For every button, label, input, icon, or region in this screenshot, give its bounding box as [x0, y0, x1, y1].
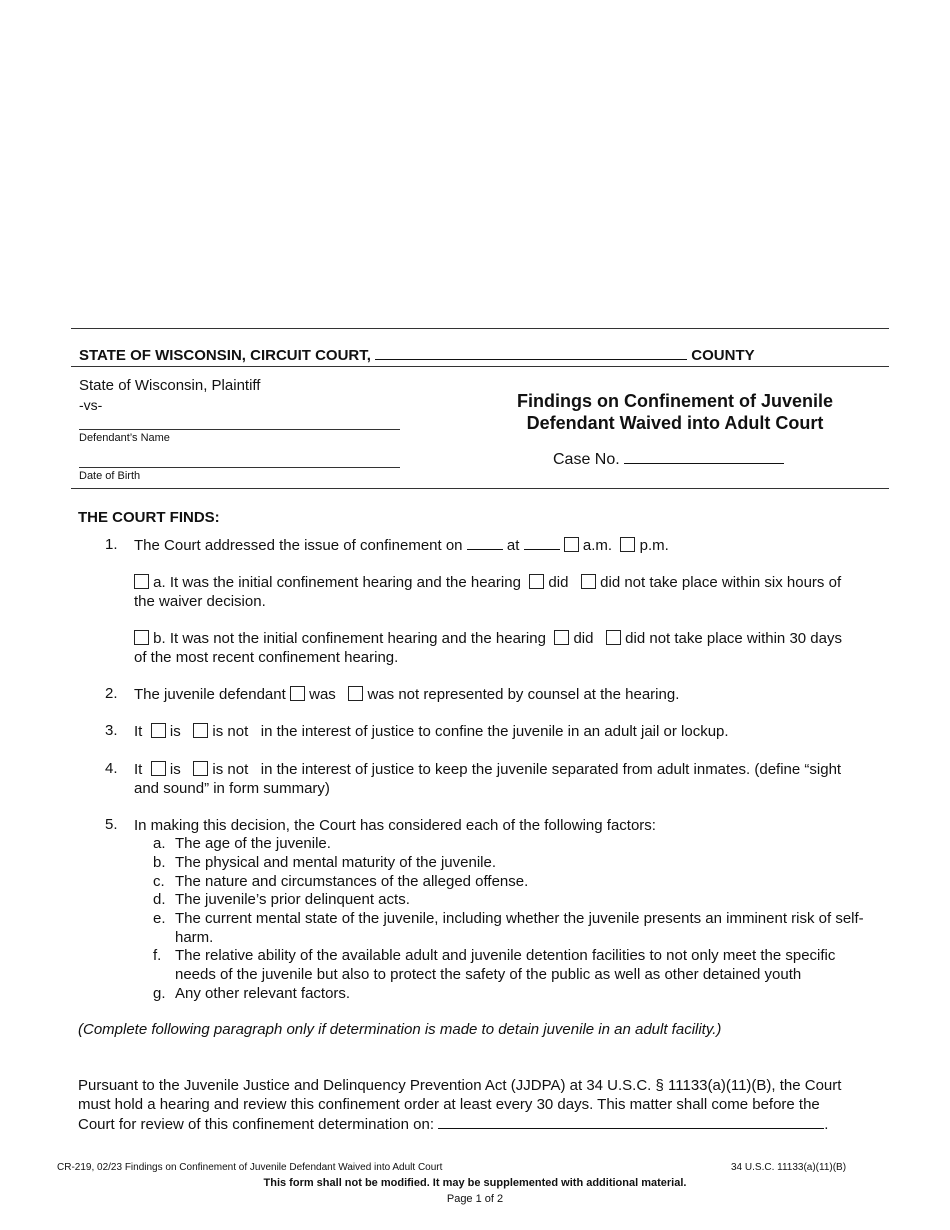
factor-item	[153, 890, 863, 909]
item5-text: In making this decision, the Court has considered each of the following factors:	[134, 817, 656, 834]
item2-number: 2.	[105, 685, 118, 702]
item3-is-not-label: is not	[212, 723, 249, 740]
factor-item	[153, 909, 864, 946]
defendant-name-label: Defendant’s Name	[79, 432, 170, 444]
factor-item	[153, 984, 863, 1003]
factor-item	[153, 834, 863, 853]
factor-letter: e.	[153, 910, 166, 927]
item1b-text: b. It was not the initial confinement hearing and the hearing	[153, 630, 546, 647]
factor-letter: c.	[153, 873, 165, 890]
confinement-time-field[interactable]	[524, 536, 560, 550]
pursuant-line2: must hold a hearing and review this confinement order at least every 30 days. This matter shall come before the	[78, 1096, 820, 1113]
item4-it: It	[134, 761, 143, 778]
form-title-line2: Defendant Waived into Adult Court	[526, 413, 824, 433]
footer-page: Page 1 of 2	[446, 1193, 504, 1205]
item3-is-label: is	[169, 723, 181, 740]
item1a	[134, 573, 879, 611]
factor-text: The nature and circumstances of the alleged offense.	[175, 873, 529, 890]
vs-label: -vs-	[79, 397, 103, 413]
item1	[134, 536, 879, 555]
factor-item	[153, 853, 863, 872]
am-checkbox[interactable]	[564, 537, 579, 552]
court-finds-heading: THE COURT FINDS:	[78, 509, 220, 526]
item4-is-not-label: is not	[212, 761, 249, 778]
caption-bottom-rule	[71, 488, 889, 489]
factor-text: The relative ability of the available adult and juvenile detention facilities to not only meet the specific needs of the juvenile but also to protect the safety of the public as well as other detained youth	[175, 947, 836, 983]
item5-number: 5.	[105, 816, 118, 833]
item2	[134, 685, 879, 704]
item3-it: It	[134, 723, 143, 740]
was-checkbox[interactable]	[290, 686, 305, 701]
item4-is-label: is	[169, 761, 181, 778]
item1-at: at	[506, 537, 520, 554]
case-no-field[interactable]	[624, 448, 784, 464]
was-label: was	[309, 686, 336, 703]
item1b-did-not-label: did not take place within 30 days	[625, 630, 842, 647]
item3-number: 3.	[105, 722, 118, 739]
factor-text: Any other relevant factors.	[175, 985, 351, 1002]
item1-number: 1.	[105, 536, 118, 553]
county-field[interactable]	[375, 345, 687, 360]
plaintiff: State of Wisconsin, Plaintiff	[79, 377, 261, 394]
item1a-did-not-checkbox[interactable]	[581, 574, 596, 589]
factor-letter: d.	[153, 891, 166, 908]
factor-letter: a.	[153, 835, 166, 852]
factor-text: The physical and mental maturity of the juvenile.	[175, 854, 496, 871]
pm-label: p.m.	[639, 537, 669, 554]
was-not-label: was not represented by counsel at the hearing.	[367, 686, 680, 703]
defendant-name-field[interactable]	[79, 429, 400, 430]
item3-is-not-checkbox[interactable]	[193, 723, 208, 738]
factor-text: The current mental state of the juvenile, including whether the juvenile presents an imminent risk of self-harm.	[175, 910, 864, 946]
factor-letter: f.	[153, 947, 162, 964]
item1b	[134, 629, 879, 667]
item1a-did-not-label: did not take place within six hours of	[600, 574, 842, 591]
item3-text: in the interest of justice to confine the juvenile in an adult jail or lockup.	[260, 723, 729, 740]
item3	[134, 722, 879, 741]
confinement-date-field[interactable]	[467, 536, 503, 550]
form-title-line1: Findings on Confinement of Juvenile	[516, 391, 833, 411]
item3-is-checkbox[interactable]	[151, 723, 166, 738]
pursuant-line1: Pursuant to the Juvenile Justice and Delinquency Prevention Act (JJDPA) at 34 U.S.C. § 11133(a)(11)(B), the Court	[78, 1077, 842, 1094]
was-not-checkbox[interactable]	[348, 686, 363, 701]
item1a-cont: the waiver decision.	[134, 593, 266, 610]
item1a-did-label: did	[548, 574, 569, 591]
pm-checkbox[interactable]	[620, 537, 635, 552]
footer-notice: This form shall not be modified. It may be supplemented with additional material.	[263, 1177, 687, 1189]
item1b-did-label: did	[573, 630, 594, 647]
dob-label: Date of Birth	[79, 470, 141, 482]
instruction-note: (Complete following paragraph only if determination is made to detain juvenile in an adult facility.)	[78, 1021, 722, 1038]
form-title	[470, 390, 880, 434]
item4-cont: and sound” in form summary)	[134, 780, 330, 797]
factor-letter: b.	[153, 854, 166, 871]
review-date-field[interactable]	[438, 1114, 824, 1129]
court-line-prefix: STATE OF WISCONSIN, CIRCUIT COURT,	[79, 347, 371, 364]
item1b-did-not-checkbox[interactable]	[606, 630, 621, 645]
item1-text: The Court addressed the issue of confinement on	[134, 537, 463, 554]
court-line-suffix: COUNTY	[691, 347, 755, 364]
am-label: a.m.	[582, 537, 613, 554]
top-rule	[71, 328, 889, 329]
footer-form-id: CR-219, 02/23 Findings on Confinement of Juvenile Defendant Waived into Adult Court	[57, 1162, 443, 1173]
item1b-checkbox[interactable]	[134, 630, 149, 645]
item1a-text: a. It was the initial confinement hearing and the hearing	[153, 574, 521, 591]
pursuant-paragraph	[78, 1076, 888, 1134]
case-no-label: Case No.	[553, 451, 620, 468]
item4-number: 4.	[105, 760, 118, 777]
item4-is-checkbox[interactable]	[151, 761, 166, 776]
factor-item	[153, 872, 863, 891]
item4	[134, 760, 879, 798]
factor-text: The age of the juvenile.	[175, 835, 331, 852]
factor-item	[153, 946, 863, 983]
dob-field[interactable]	[79, 467, 400, 468]
item1a-did-checkbox[interactable]	[529, 574, 544, 589]
factor-letter: g.	[153, 985, 166, 1002]
item4-text: in the interest of justice to keep the juvenile separated from adult inmates. (define “sight	[260, 761, 842, 778]
footer-statute: 34 U.S.C. 11133(a)(11)(B)	[731, 1162, 847, 1173]
court-line	[79, 345, 755, 365]
item4-is-not-checkbox[interactable]	[193, 761, 208, 776]
court-line-rule	[71, 366, 889, 367]
item2-text: The juvenile defendant	[134, 686, 286, 703]
case-no	[553, 448, 784, 469]
factor-text: The juvenile’s prior delinquent acts.	[175, 891, 410, 908]
item1b-did-checkbox[interactable]	[554, 630, 569, 645]
item1a-checkbox[interactable]	[134, 574, 149, 589]
pursuant-line3: Court for review of this confinement determination on:	[78, 1116, 435, 1133]
pursuant-end: .	[824, 1116, 829, 1133]
item1b-cont: of the most recent confinement hearing.	[134, 649, 399, 666]
